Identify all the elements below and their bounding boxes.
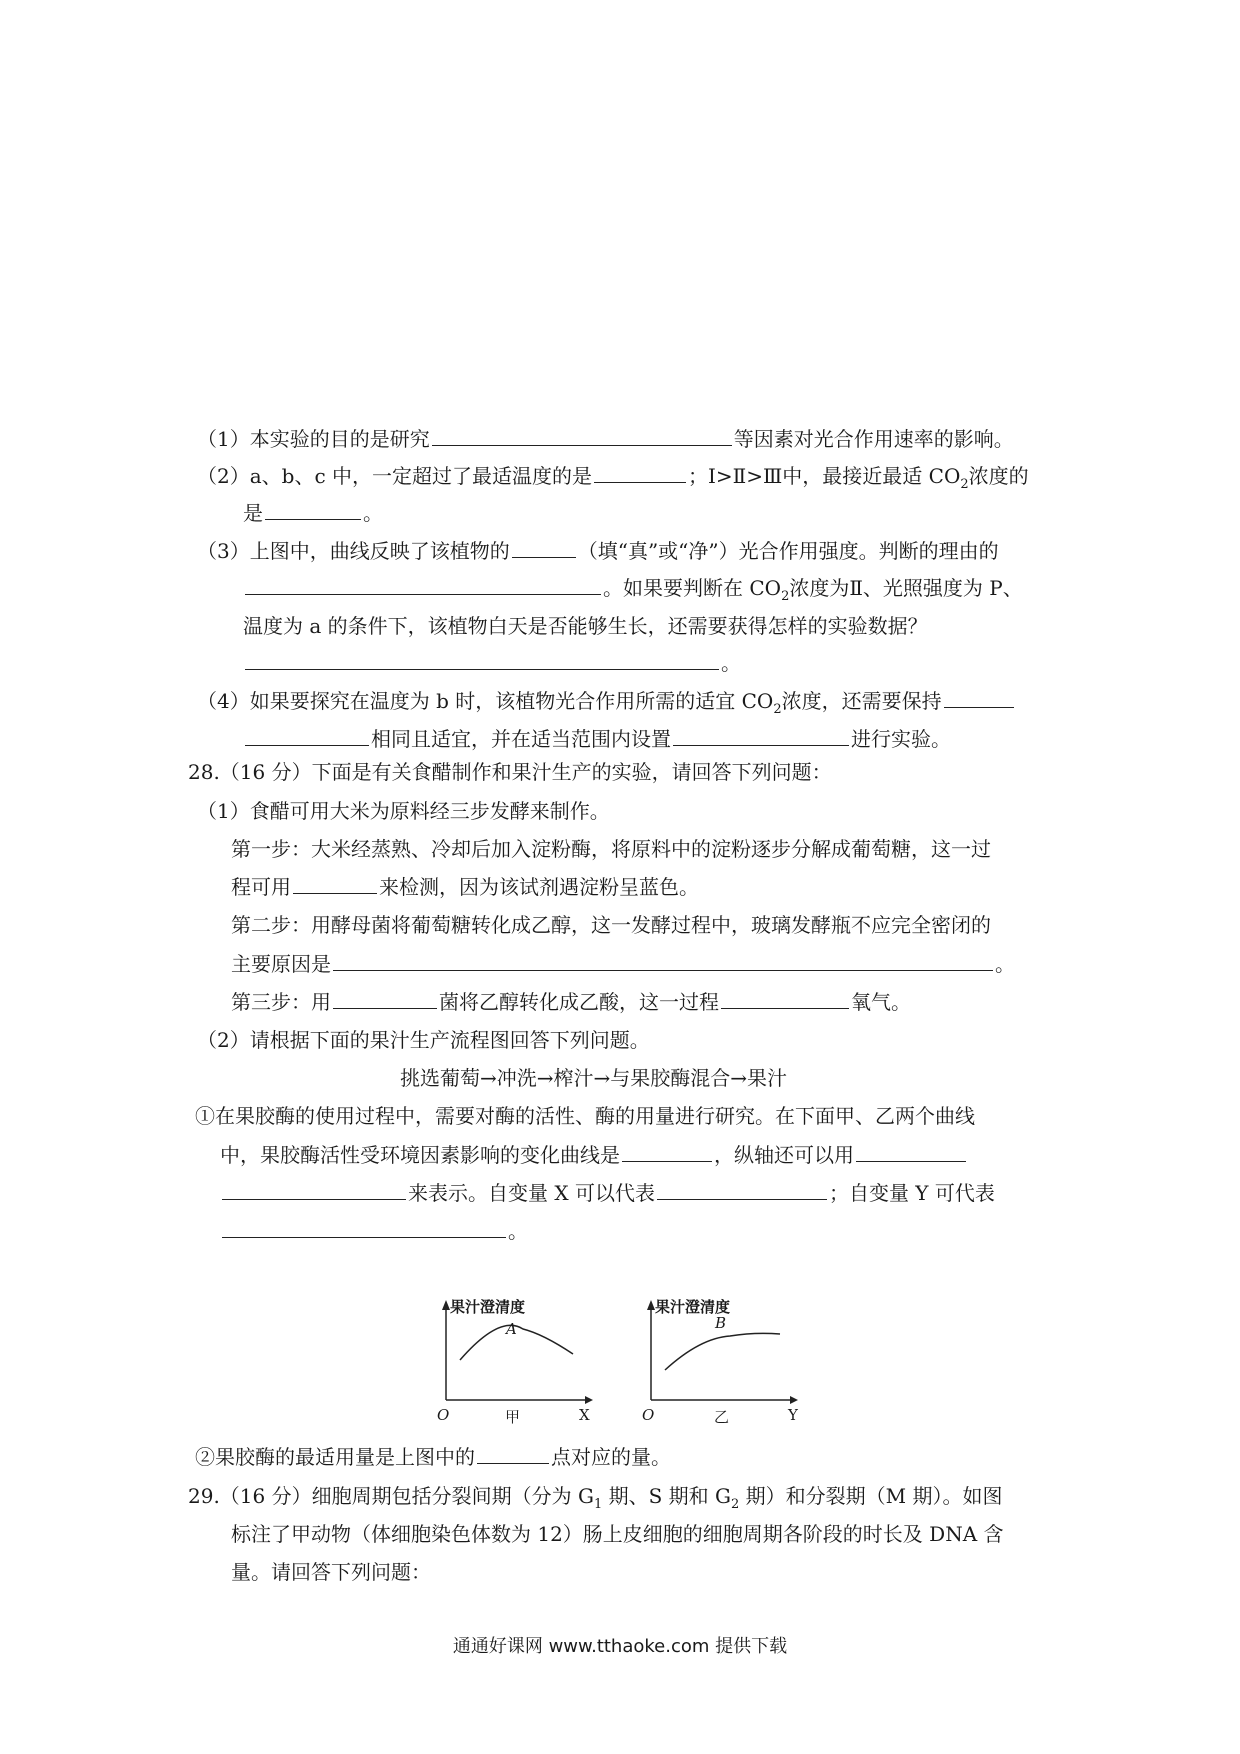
answer-blank[interactable] bbox=[432, 425, 732, 446]
q27-part4: （4）如果要探究在温度为 b 时，该植物光合作用所需的适宜 $CO_2$浓度，还需要保持 bbox=[197, 687, 1016, 715]
q27-part1: （1）本实验的目的是研究 等因素对光合作用速率的影响。 bbox=[197, 427, 1014, 451]
q27-part2-cont: 是 。 bbox=[243, 501, 383, 525]
y-axis-arrow bbox=[647, 1300, 655, 1310]
answer-blank[interactable] bbox=[245, 574, 601, 595]
q29-cont2: 量。请回答下列问题： bbox=[231, 1560, 431, 1584]
q28-sub2: ②果胶酶的最适用量是上图中的 点对应的量。 bbox=[195, 1445, 671, 1469]
q28-sub1-cont: 中，果胶酶活性受环境因素影响的变化曲线是 ，纵轴还可以用 bbox=[220, 1141, 968, 1169]
answer-blank[interactable] bbox=[622, 1141, 712, 1162]
q28-step2-cont: 主要原因是 。 bbox=[231, 952, 1015, 976]
answer-blank[interactable] bbox=[657, 1179, 827, 1200]
flow-chart-text: 挑选葡萄→冲洗→榨汁→与果胶酶混合→果汁 bbox=[400, 1066, 788, 1090]
answer-blank[interactable] bbox=[944, 687, 1014, 708]
answer-blank[interactable] bbox=[333, 988, 437, 1009]
graph-yi-svg bbox=[630, 1296, 820, 1426]
y-axis-arrow bbox=[442, 1300, 450, 1310]
graph-yi bbox=[630, 1296, 820, 1430]
q28-sub1-cont3: 。 bbox=[220, 1217, 528, 1245]
graph-xlabel: Y bbox=[788, 1406, 798, 1424]
peak-label: A bbox=[506, 1320, 517, 1338]
answer-blank[interactable] bbox=[477, 1443, 549, 1464]
q28-step1: 第一步：大米经蒸熟、冷却后加入淀粉酶，将原料中的淀粉逐步分解成葡萄糖，这一过 bbox=[231, 837, 991, 861]
x-axis-arrow bbox=[790, 1396, 798, 1404]
q27-part3-cont3: 。 bbox=[243, 649, 741, 677]
answer-blank[interactable] bbox=[222, 1179, 406, 1200]
x-axis-arrow bbox=[585, 1396, 593, 1404]
answer-blank[interactable] bbox=[293, 873, 377, 894]
q28-step3: 第三步：用 菌将乙醇转化成乙酸，这一过程 氧气。 bbox=[231, 990, 911, 1014]
graph-caption: 乙 bbox=[714, 1408, 730, 1426]
q29-heading: 29.（16 分）细胞周期包括分裂间期（分为 $G_1$ 期、S 期和 $G_2$ 期）和分裂期（M 期）。如图 bbox=[188, 1484, 1003, 1512]
q28-part1: （1）食醋可用大米为原料经三步发酵来制作。 bbox=[197, 799, 610, 823]
origin-label: O bbox=[437, 1406, 450, 1424]
graph-jia bbox=[425, 1296, 615, 1430]
answer-blank[interactable] bbox=[245, 649, 719, 670]
q28-part2: （2）请根据下面的果汁生产流程图回答下列问题。 bbox=[197, 1028, 650, 1052]
answer-blank[interactable] bbox=[245, 725, 369, 746]
q28-step2: 第二步：用酵母菌将葡萄糖转化成乙醇，这一发酵过程中，玻璃发酵瓶不应完全密闭的 bbox=[231, 913, 991, 937]
q27-part3: （3）上图中，曲线反映了该植物的 （填“真”或“净”）光合作用强度。判断的理由的 bbox=[197, 539, 999, 563]
q27-part3-cont: 。如果要判断在 $CO_2$浓度为Ⅱ、光照强度为 P、 bbox=[243, 574, 1023, 602]
q28-sub1-cont2: 来表示。自变量 X 可以代表 ；自变量 Y 可代表 bbox=[220, 1179, 995, 1207]
curve-b bbox=[665, 1333, 780, 1370]
q27-part3-cont2: 温度为 a 的条件下，该植物白天是否能够生长，还需要获得怎样的实验数据？ bbox=[243, 614, 928, 638]
answer-blank[interactable] bbox=[594, 462, 686, 483]
graph-jia-svg bbox=[425, 1296, 615, 1426]
answer-blank[interactable] bbox=[856, 1141, 966, 1162]
q28-step1-cont: 程可用 来检测，因为该试剂遇淀粉呈蓝色。 bbox=[231, 875, 699, 899]
answer-blank[interactable] bbox=[721, 988, 849, 1009]
graph-ylabel: 果汁澄清度 bbox=[655, 1298, 731, 1316]
graph-ylabel: 果汁澄清度 bbox=[450, 1298, 526, 1316]
answer-blank[interactable] bbox=[673, 725, 849, 746]
q29-cont: 标注了甲动物（体细胞染色体数为 12）肠上皮细胞的细胞周期各阶段的时长及 DNA 含 bbox=[231, 1522, 1004, 1546]
page-footer: 通通好课网 www.tthaoke.com 提供下载 bbox=[452, 1636, 788, 1657]
q27-part2: （2）a、b、c 中，一定超过了最适温度的是 ；Ⅰ>Ⅱ>Ⅲ中，最接近最适 $CO_2$浓度的 bbox=[197, 464, 1029, 492]
graph-caption: 甲 bbox=[505, 1408, 521, 1426]
q28-sub1: ①在果胶酶的使用过程中，需要对酶的活性、酶的用量进行研究。在下面甲、乙两个曲线 bbox=[195, 1104, 975, 1128]
answer-blank[interactable] bbox=[333, 950, 993, 971]
peak-label: B bbox=[715, 1314, 727, 1332]
answer-blank[interactable] bbox=[512, 537, 576, 558]
answer-blank[interactable] bbox=[222, 1217, 506, 1238]
q28-heading: 28.（16 分）下面是有关食醋制作和果汁生产的实验，请回答下列问题： bbox=[188, 760, 832, 784]
q27-part4-cont: 相同且适宜，并在适当范围内设置 进行实验。 bbox=[243, 725, 951, 753]
origin-label: O bbox=[642, 1406, 655, 1424]
graph-xlabel: X bbox=[579, 1406, 590, 1424]
answer-blank[interactable] bbox=[265, 499, 361, 520]
